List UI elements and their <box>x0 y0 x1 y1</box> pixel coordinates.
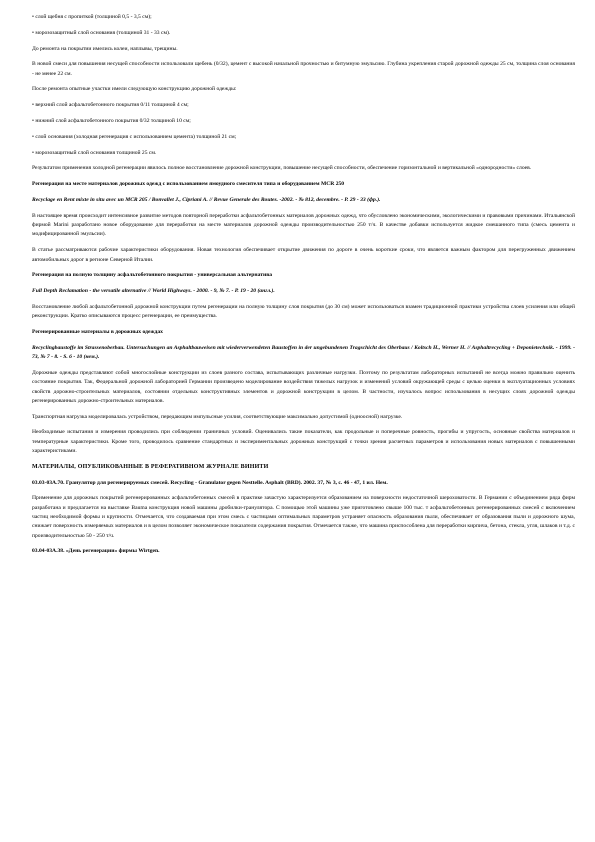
paragraph: • слой основания (холодная регенерация с использованием цемента) толщиной 21 см; <box>32 133 237 140</box>
paragraph: • морозозащитный слой основания (толщиной 31 - 33 см). <box>32 29 171 36</box>
paragraph: Результатом применения холодной регенерации явилось полное восстановление дорожной конструкции, повышение несущей способности, обеспечение горизонтальной и вертикальной «однородности» слоев. <box>32 165 532 172</box>
section-heading: Регенерированные материалы в дорожных одеждах <box>32 329 163 336</box>
citation: Full Depth Reclamation - the versatile alternative // World Highways. - 2000. - 9, № 7. - P. 19 - 20 (англ.). <box>32 288 275 295</box>
citation: Recyclage en Rent mixte in situ avec un MCR 205 / Bonvallet J., Cipriani A. // Revue Generale des Routes. -2002. - № 812, decembre. - P. 29 - 33 (фр.). <box>32 197 381 204</box>
reference-heading: 03.04-03А.38. «День регенерации» фирмы Wirtgen. <box>32 548 160 555</box>
section-heading: Регенерация на месте материалов дорожных одежд с использованием ямоудного смесителя типа и оборудованием MCR 250 <box>32 181 345 188</box>
document-body <box>32 13 575 557</box>
paragraph: В настоящее время происходит интенсивное развитие методов повторной переработки асфальтобетонных материалов дорожных одежд, что обусловлено экономическими, экологическими и правовыми причинами. Итальянской фирмой Marini разработано новое оборудование для переработки на месте материалов дорожной одежды производительностью 250 т/ч. В качестве добавки используется жидкое смешанного типа (смесь цемента и модифицированной эмульсии). <box>32 212 575 238</box>
paragraph: После ремонта опытные участки имели следующую конструкцию дорожной одежды: <box>32 86 237 93</box>
paragraph: Необходимые испытания и измерения проводились при соблюдении граничных условий. Оценивались такие показатели, как продольные и поперечные ровность, прогибы и упругость, основные свойства материалов и температурные характеристики. Кроме того, проводилось сравнение стандартных и экспериментальных дорожных конструкций с точки зрения расчетных параметров и использования новых материалов с повышенными характеристиками. <box>32 429 575 454</box>
paragraph: В статье рассматриваются рабочие характеристики оборудования. Новая технология обеспечивает открытие движения по дороге в очень короткие сроки, что является важным фактором для перегруженных движением автомобильных дорог в регионе Северной Италии. <box>32 247 575 263</box>
citation: Recyclingbaustoffe im Strassenoberbau. Untersuchungen an Asphaltbauweisen mit wiederverwendeten Baustoffen in der ungebundenen Tragschicht des Oberbaus / Koltsch H., Werner H. // Asphaltrecycling + Deponietechnik. - 1999. - 73, № 7 - 8. - S. 6 - 10 (нем.). <box>32 344 575 361</box>
reference-heading: 03.03-03А.70. Гранулятор для регенерируемых смесей. Recycling - Granulator gegen Nesttelle. Asphalt (BRD). 2002. 37, № 3, с. 46 - 47, 1 ил. Нем. <box>32 479 388 486</box>
paragraph: • морозозащитный слой основания толщиной 25 см. <box>32 149 157 156</box>
paragraph: Транспортная нагрузка моделировалась устройством, передающим импульсные усилия, соответствующие максимально допустимой (одноосной) нагрузке. <box>32 413 403 420</box>
section-title: МАТЕРИАЛЫ, ОПУБЛИКОВАННЫЕ В РЕФЕРАТИВНОМ ЖУРНАЛЕ ВИНИТИ <box>32 463 269 470</box>
paragraph: Применение для дорожных покрытий регенерированных асфальтобетонных смесей в практике зачастую характеризуется образованием на поверхности недостаточной шероховатости. В Германии с объединением ряда фирм разработана и предлагается на выставке Bauma конструкция новой машины дробилки-гранулятора. С помощью этой машины уже приготовлено свыше 100 тыс. т асфальтобетонных регенерированных смесей с включением частиц необходимой формы и крупности. Отмечается, что создаваемая при этом смесь с частицами оптимальных параметров устраняет опасность образования пыли, обеспечивает от образования пыли и дорожного шума, снижает поверхность измеряемых материалов и в целом позволяет экономическое показатели содержания покрытия. Отмечается также, что машина приспособлена для переработки кирпича, бетона, стекла, угля, шлаков и т.д. с производительностью 50 - 250 т/ч. <box>32 495 575 539</box>
paragraph: Восстановление любой асфальтобетонной дорожной конструкции путем регенерации на полную толщину слоя покрытия (до 30 см) может использоваться взамен традиционной практики устройства слоев усиления или общей реконструкции. Кратко описываются процесс регенерации, ее преимущества. <box>32 303 575 320</box>
paragraph: • нижний слой асфальтобетонного покрытия 0/32 толщиной 10 см; <box>32 118 191 125</box>
paragraph: • верхний слой асфальтобетонного покрытия 0/11 толщиной 4 см; <box>32 102 189 109</box>
paragraph: • слой щебня с пропиткой (толщиной 0,5 - 3,5 см); <box>32 14 152 20</box>
paragraph: До ремонта на покрытии имелись колеи, наплывы, трещины. <box>32 45 178 52</box>
section-heading: Регенерация на полную толщину асфальтобетонного покрытия - универсальная альтернатива <box>32 272 273 279</box>
paragraph: Дорожные одежды представляют собой многослойные конструкции из слоев разного состава, испытывающих различные нагрузки. Поэтому по результатам лабораторных испытаний не всегда можно правильно оценить состояние покрытия. Так, Федеральной дорожной лабораторией Германии произведено моделирование воздействия тяжелых нагрузок и изменений условий окружающей среды с целью оценки в эксплуатационных условиях свойств дорожно-строительных материалов, состоянии отдельных конструктивных элементов и дорожной конструкции в целом. В частности, изучалось вопрос использования в несущих слоях дорожной одежды регенерированных дорожно-строительных материалов. <box>32 369 575 404</box>
paragraph: В новой смеси для повышения несущей способности использовали щебень (0/32), цемент с высокой начальной прочностью и битумную эмульсию. Глубина укрепления старой дорожной одежды 25 см, толщина слоя основания - не менее 22 см. <box>32 61 575 77</box>
